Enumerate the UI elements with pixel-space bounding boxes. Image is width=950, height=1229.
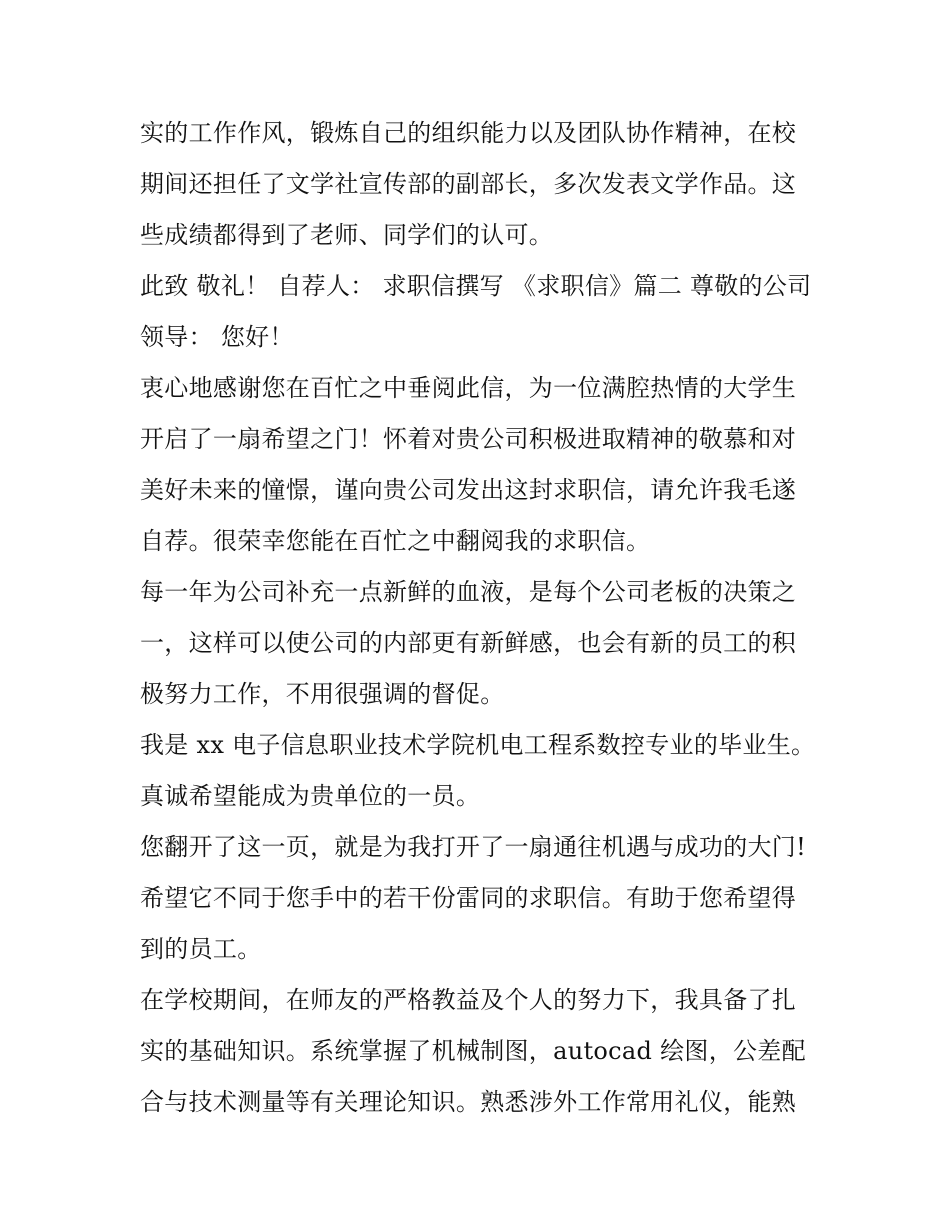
document-body <box>140 108 820 1128</box>
paragraph-4: 每一年为公司补充一点新鲜的血液，是每个公司老板的决策之一，这样可以使公司的内部更有新鲜感，也会有新的员工的积极努力工作，不用很强调的督促。 <box>140 578 797 708</box>
paragraph-7: 在学校期间，在师友的严格教益及个人的努力下，我具备了扎实的基础知识。系统掌握了机械制图，autocad 绘图，公差配合与技术测量等有关理论知识。熟悉涉外工作常用礼仪，能熟 <box>140 986 806 1116</box>
paragraph-6: 您翻开了这一页，就是为我打开了一扇通往机遇与成功的大门!希望它不同于您手中的若干份雷同的求职信。有助于您希望得到的员工。 <box>140 833 807 963</box>
paragraph-2: 此致 敬礼！ 自荐人： 求职信撰写 《求职信》篇二 尊敬的公司领导： 您好！ <box>140 272 812 351</box>
paragraph-1: 实的工作作风，锻炼自己的组织能力以及团队协作精神，在校期间还担任了文学社宣传部的副部长，多次发表文学作品。这些成绩都得到了老师、同学们的认可。 <box>140 119 797 249</box>
paragraph-5: 我是 xx 电子信息职业技术学院机电工程系数控专业的毕业生。真诚希望能成为贵单位的一员。 <box>140 731 816 810</box>
paragraph-3: 衷心地感谢您在百忙之中垂阅此信，为一位满腔热情的大学生开启了一扇希望之门！怀着对贵公司积极进取精神的敬慕和对美好未来的憧憬，谨向贵公司发出这封求职信，请允许我毛遂自荐。很荣幸您能在百忙之中翻阅我的求职信。 <box>140 374 797 555</box>
